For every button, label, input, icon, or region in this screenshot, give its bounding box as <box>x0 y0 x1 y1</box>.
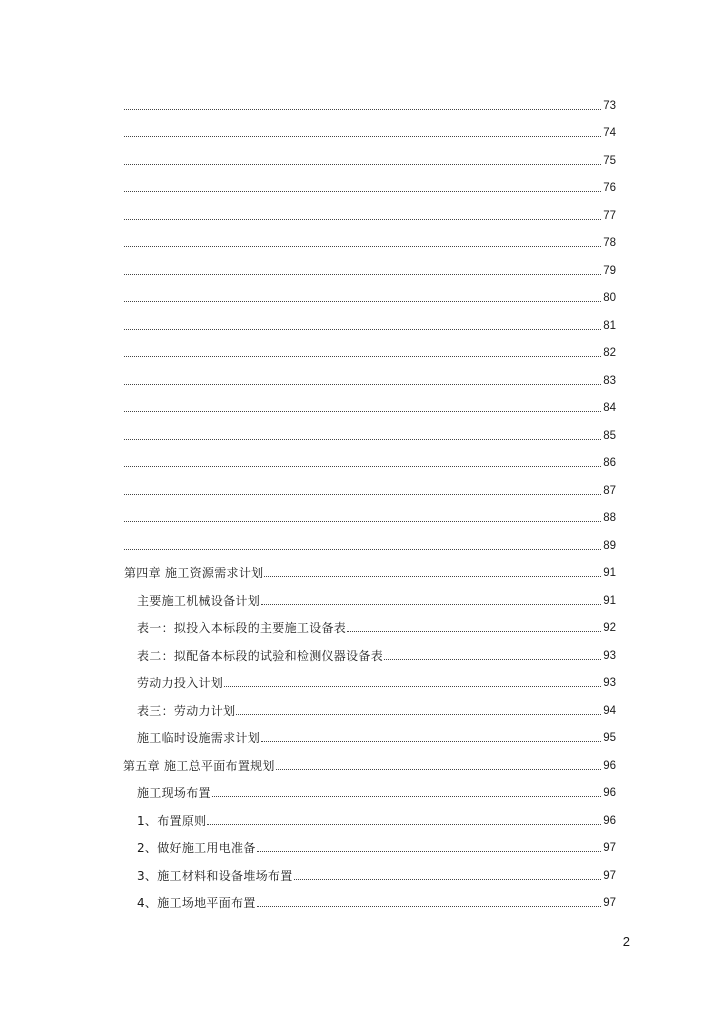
toc-entry-page: 78 <box>603 237 616 249</box>
toc-entry-title: 3、施工材料和设备堆场布置 <box>137 869 293 883</box>
dot-leader <box>384 658 601 660</box>
dot-leader <box>261 740 601 742</box>
toc-entry[interactable] <box>123 177 616 195</box>
toc-entry[interactable] <box>137 782 616 800</box>
toc-entry[interactable] <box>137 590 616 608</box>
toc-entry-page: 83 <box>603 375 616 387</box>
dot-leader <box>276 768 601 770</box>
toc-entry-page: 89 <box>603 540 616 552</box>
toc-entry-page: 96 <box>603 815 616 827</box>
toc-entry[interactable] <box>123 260 616 278</box>
toc-entry-title: 表二：拟配备本标段的试验和检测仪器设备表 <box>137 649 384 663</box>
toc-entry-page: 92 <box>603 622 616 634</box>
toc-entry[interactable] <box>123 452 616 470</box>
toc-entry[interactable] <box>137 700 616 718</box>
dot-leader <box>257 905 602 907</box>
toc-entry-title: 主要施工机械设备计划 <box>137 594 261 608</box>
toc-entry-page: 79 <box>603 265 616 277</box>
dot-leader <box>264 575 601 577</box>
toc-entry-page: 80 <box>603 292 616 304</box>
toc-entry-page: 93 <box>603 650 616 662</box>
dot-leader <box>124 190 601 192</box>
dot-leader <box>207 823 601 825</box>
toc-entry-title: 表三：劳动力计划 <box>137 704 236 718</box>
toc-entry-page: 77 <box>603 210 616 222</box>
toc-entry[interactable] <box>123 205 616 223</box>
toc-entry[interactable] <box>137 645 616 663</box>
toc-entry[interactable] <box>137 672 616 690</box>
toc-chapter[interactable] <box>124 562 616 580</box>
toc-chapter-title: 第五章 施工总平面布置规划 <box>123 759 275 773</box>
dot-leader <box>236 713 601 715</box>
dot-leader <box>124 108 601 110</box>
dot-leader <box>124 383 601 385</box>
toc-entry-page: 96 <box>603 787 616 799</box>
toc-entry-page: 91 <box>603 595 616 607</box>
toc-entry-title: 表一：拟投入本标段的主要施工设备表 <box>137 621 347 635</box>
toc-entry-page: 95 <box>603 732 616 744</box>
toc-entry[interactable] <box>123 232 616 250</box>
toc-entry-page: 93 <box>603 677 616 689</box>
toc-entry[interactable] <box>123 315 616 333</box>
toc-chapter-title: 第四章 施工资源需求计划 <box>124 566 264 580</box>
page-number: 2 <box>622 934 630 949</box>
toc-entry[interactable] <box>137 865 616 883</box>
dot-leader <box>347 630 601 632</box>
toc-entry[interactable] <box>137 892 616 910</box>
toc-entry[interactable] <box>123 397 616 415</box>
toc-entry-title: 4、施工场地平面布置 <box>137 896 256 910</box>
toc-entry-page: 87 <box>603 485 616 497</box>
dot-leader <box>224 685 601 687</box>
toc-entry-page: 96 <box>603 760 616 772</box>
toc-entry[interactable] <box>123 507 616 525</box>
toc-entry-page: 97 <box>603 870 616 882</box>
toc-entry-page: 84 <box>603 402 616 414</box>
dot-leader <box>212 795 601 797</box>
toc-entry-page: 97 <box>603 842 616 854</box>
toc-chapter[interactable] <box>123 755 616 773</box>
toc-entry-page: 74 <box>603 127 616 139</box>
toc-entry[interactable] <box>123 342 616 360</box>
dot-leader <box>124 273 601 275</box>
dot-leader <box>124 410 601 412</box>
dot-leader <box>124 355 601 357</box>
toc-entry-title: 2、做好施工用电准备 <box>137 841 256 855</box>
toc-entry-title: 1、布置原则 <box>137 814 207 828</box>
toc-entry[interactable] <box>123 150 616 168</box>
toc-entry-page: 97 <box>603 897 616 909</box>
toc-entry-page: 94 <box>603 705 616 717</box>
dot-leader <box>257 850 602 852</box>
toc-entry-page: 82 <box>603 347 616 359</box>
toc-entry[interactable] <box>137 727 616 745</box>
toc-entry-page: 91 <box>603 567 616 579</box>
dot-leader <box>124 245 601 247</box>
dot-leader <box>124 300 601 302</box>
toc-entry-page: 76 <box>603 182 616 194</box>
toc-entry-title: 施工临时设施需求计划 <box>137 731 261 745</box>
toc-entry[interactable] <box>123 95 616 113</box>
toc-entry[interactable] <box>123 122 616 140</box>
toc-entry[interactable] <box>137 837 616 855</box>
dot-leader <box>124 328 601 330</box>
toc-entry-title: 劳动力投入计划 <box>137 676 224 690</box>
dot-leader <box>124 135 601 137</box>
toc-entry[interactable] <box>123 425 616 443</box>
dot-leader <box>124 465 601 467</box>
toc-entry-page: 88 <box>603 512 616 524</box>
dot-leader <box>124 548 601 550</box>
toc-entry-page: 81 <box>603 320 616 332</box>
toc-entry[interactable] <box>123 535 616 553</box>
toc-entry[interactable] <box>123 287 616 305</box>
dot-leader <box>124 218 601 220</box>
toc-entry[interactable] <box>123 370 616 388</box>
toc-entry-title: 施工现场布置 <box>137 786 211 800</box>
dot-leader <box>124 520 601 522</box>
toc-entry[interactable] <box>137 810 616 828</box>
dot-leader <box>124 493 601 495</box>
toc-entry-page: 85 <box>603 430 616 442</box>
toc-entry-page: 73 <box>603 100 616 112</box>
toc-entry-page: 75 <box>603 155 616 167</box>
dot-leader <box>294 878 602 880</box>
toc-entry[interactable] <box>137 617 616 635</box>
dot-leader <box>124 163 601 165</box>
dot-leader <box>124 438 601 440</box>
toc-entry-page: 86 <box>603 457 616 469</box>
toc-entry[interactable] <box>123 480 616 498</box>
dot-leader <box>261 603 601 605</box>
